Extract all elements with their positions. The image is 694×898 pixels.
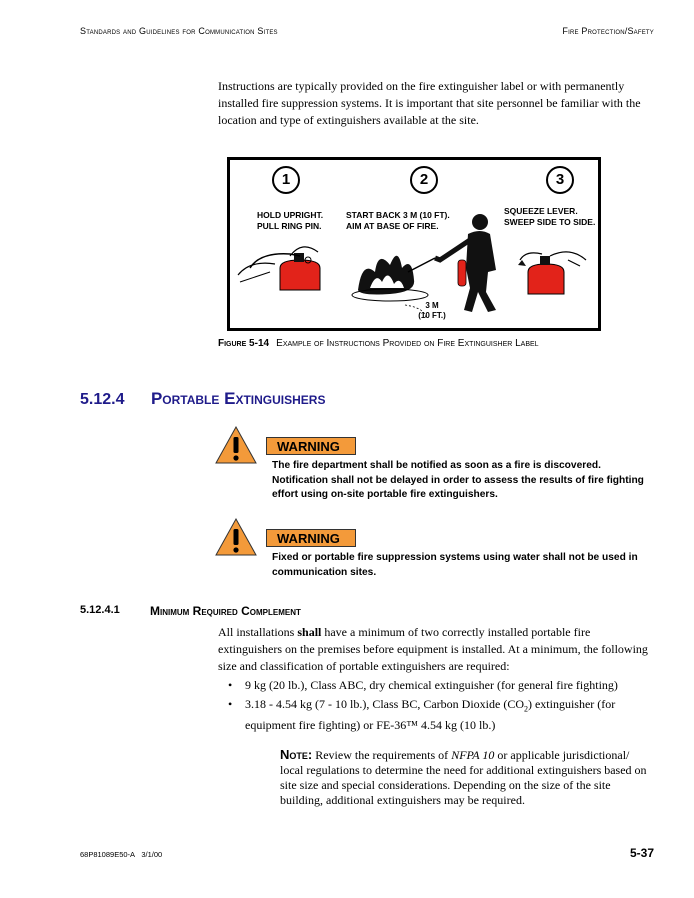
- page-number: 5-37: [629, 846, 654, 860]
- subscript: 2: [523, 704, 528, 714]
- note-label: Note:: [280, 747, 313, 762]
- running-header-section: Fire Protection/Safety: [562, 26, 654, 36]
- section-title: Portable Extinguishers: [150, 389, 326, 408]
- warning-label: WARNING: [266, 529, 356, 547]
- section-heading: [80, 389, 325, 409]
- step-2-text: START BACK 3 M (10 FT). AIM AT BASE OF FIRE.: [346, 210, 450, 231]
- warning-triangle-icon: [215, 426, 257, 464]
- step-number-3: 3: [546, 166, 574, 194]
- warning-triangle-icon: [215, 518, 257, 556]
- footer-doc-info: [80, 850, 162, 859]
- figure-caption-text: Example of Instructions Provided on Fire Extinguisher Label: [276, 338, 539, 349]
- step-number-1: 1: [272, 166, 300, 194]
- bullet-marker: •: [228, 678, 233, 692]
- intro-paragraph: Instructions are typically provided on the fire extinguisher label or with permanently installed fire suppression systems. It is important that site personnel be familiar with the location and type of extinguishers available at the site.: [218, 79, 641, 127]
- step3-extinguisher-icon: [518, 252, 586, 294]
- step-number-2: 2: [410, 166, 438, 194]
- note-text-after: or applicable jurisdictional/ local regulations to determine the need for additional extinguishers based on site size and special considerations. Depending on the size of the site building, additional extinguishers may be required.: [280, 748, 647, 807]
- note-text-before: Review the requirements of: [312, 748, 452, 762]
- bullet-text-before: 3.18 - 4.54 kg (7 - 10 lb.), Class BC, Carbon Dioxide (CO: [245, 697, 524, 711]
- subsection-title: Minimum Required Complement: [150, 604, 301, 618]
- bullet-text-after: ) extinguisher (for equipment fire fighting) or FE-36™ 4.54 kg (10 lb.): [245, 697, 616, 733]
- warning-label: WARNING: [266, 437, 356, 455]
- footer-doc-id: 68P81089E50-A: [80, 850, 136, 859]
- section-number: 5.12.4: [80, 391, 125, 408]
- bullet-item: 9 kg (20 lb.), Class ABC, dry chemical extinguisher (for general fire fighting): [245, 678, 618, 692]
- body-paragraph: [218, 624, 648, 675]
- distance-label: 3 M (10 FT.): [418, 301, 446, 320]
- para-text-before: All installations: [218, 625, 298, 639]
- subsection-number: 5.12.4.1: [80, 604, 120, 616]
- figure-caption: [218, 338, 539, 349]
- para-text-after: have a minimum of two correctly installed portable fire extinguishers on the premises before equipment is installed. At a minimum, the following size and classification of portable extinguishers are required:: [218, 625, 648, 673]
- fire-icon: [352, 256, 428, 301]
- subsection-heading: [80, 604, 301, 618]
- note-block: [280, 747, 652, 808]
- figure-caption-label: Figure 5-14: [218, 338, 270, 349]
- running-header-title: Standards and Guidelines for Communication Sites: [80, 26, 278, 36]
- step-3-text: SQUEEZE LEVER. SWEEP SIDE TO SIDE.: [504, 206, 596, 227]
- extinguisher-instructions-figure: [227, 157, 601, 331]
- note-italic-ref: NFPA 10: [451, 748, 495, 762]
- bullet-item: [245, 696, 650, 734]
- bullet-marker: •: [228, 697, 233, 711]
- warning-text: The fire department shall be notified as soon as a fire is discovered. Notification shall not be delayed in order to assess the results of fire fighting effort using on-site portable fire extinguishers.: [272, 460, 644, 500]
- step-1-text: HOLD UPRIGHT. PULL RING PIN.: [257, 210, 324, 231]
- footer-date: 3/1/00: [141, 850, 163, 859]
- para-bold-shall: shall: [297, 625, 322, 639]
- step1-extinguisher-icon: [238, 247, 320, 290]
- warning-text: Fixed or portable fire suppression systems using water shall not be used in communication sites.: [272, 552, 638, 578]
